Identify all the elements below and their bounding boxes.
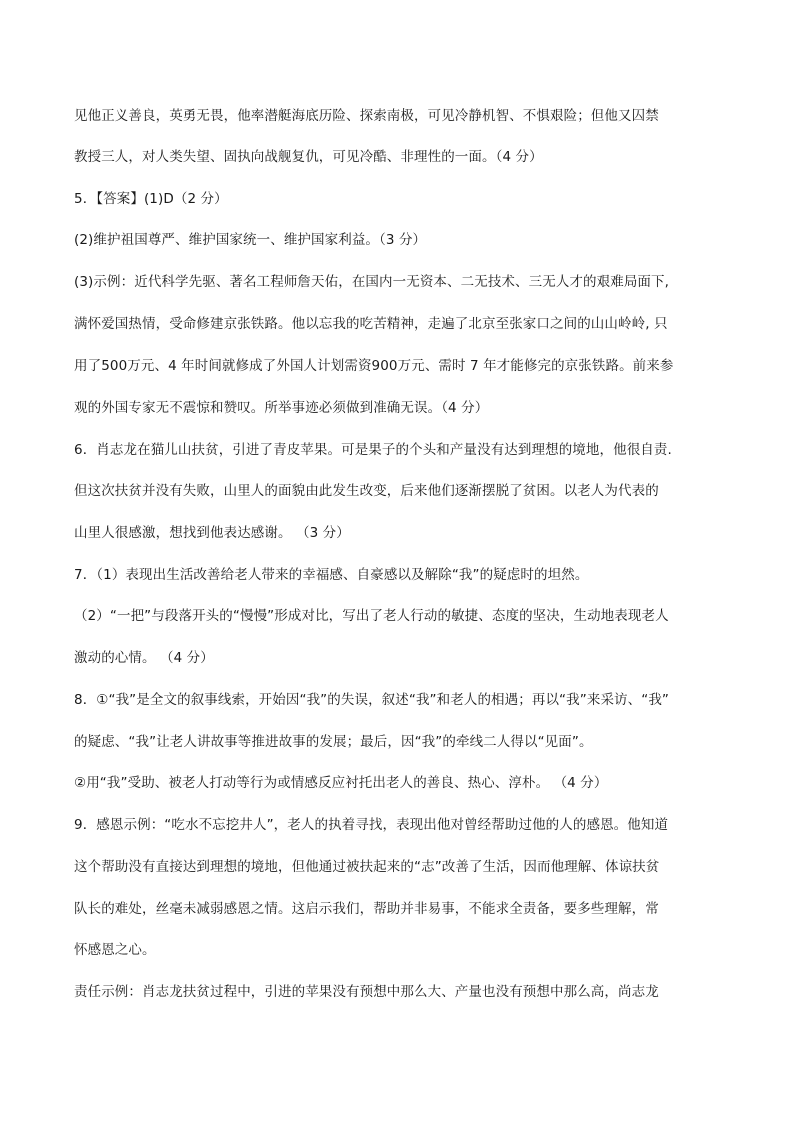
text-line: （2）“一把”与段落开头的“慢慢”形成对比，写出了老人行动的敏捷、态度的坚决，生动地表现老人: [74, 608, 669, 624]
text-line: 6．肖志龙在猫儿山扶贫，引进了青皮苹果。可是果子的个头和产量没有达到理想的境地，他很自责.: [74, 442, 672, 458]
text-line: 见他正义善良，英勇无畏，他率潜艇海底历险、探索南极，可见冷静机智、不惧艰险；但他又囚禁: [74, 108, 659, 124]
text-line: ②用“我”受助、被老人打动等行为或情感反应衬托出老人的善良、热心、淳朴。 （4 分）: [74, 775, 608, 791]
text-line: 队长的难处，丝毫未减弱感恩之情。这启示我们，帮助并非易事，不能求全责备，要多些理解，常: [74, 901, 659, 917]
text-line: 5．【答案】(1)D（2 分）: [74, 191, 228, 207]
text-line: (2)维护祖国尊严、维护国家统一、维护国家利益。（3 分）: [74, 232, 427, 248]
text-line: 9．感恩示例：“吃水不忘挖井人”，老人的执着寻找，表现出他对曾经帮助过他的人的感恩。他知道: [74, 817, 669, 833]
text-line: 怀感恩之心。: [74, 942, 156, 958]
text-line: 观的外国专家无不震惊和赞叹。所举事迹必须做到准确无误。（4 分）: [74, 400, 489, 416]
text-line: 满怀爱国热情，受命修建京张铁路。他以忘我的吃苦精神，走遍了北京至张家口之间的山山岭岭, 只: [74, 316, 668, 332]
text-line: 7．（1）表现出生活改善给老人带来的幸福感、自豪感以及解除“我”的疑虑时的坦然。: [74, 567, 589, 583]
text-line: 山里人很感激，想找到他表达感谢。 （3 分）: [74, 525, 350, 541]
text-line: 的疑虑、“我”让老人讲故事等推进故事的发展；最后，因“我”的牵线二人得以“见面”。: [74, 734, 593, 750]
text-line: 教授三人，对人类失望、固执向战舰复仇，可见冷酷、非理性的一面。（4 分）: [74, 149, 543, 165]
text-line: 8．①“我”是全文的叙事线索，开始因“我”的失误，叙述“我”和老人的相遇；再以“我”来采访、“我”: [74, 692, 670, 708]
text-line: 用了500万元、4 年时间就修成了外国人计划需资900万元、需时 7 年才能修完的京张铁路。前来参: [74, 358, 674, 374]
text-line: 责任示例：肖志龙扶贫过程中，引进的苹果没有预想中那么大、产量也没有预想中那么高，尚志龙: [74, 984, 659, 1000]
text-line: 激动的心情。 （4 分）: [74, 650, 214, 666]
text-line: 但这次扶贫并没有失败，山里人的面貌由此发生改变，后来他们逐渐摆脱了贫困。以老人为代表的: [74, 483, 659, 499]
text-line: 这个帮助没有直接达到理想的境地，但他通过被扶起来的“志”改善了生活，因而他理解、体谅扶贫: [74, 859, 660, 875]
text-line: (3)示例：近代科学先驱、著名工程师詹天佑，在国内一无资本、二无技术、三无人才的艰难局面下,: [74, 274, 670, 290]
